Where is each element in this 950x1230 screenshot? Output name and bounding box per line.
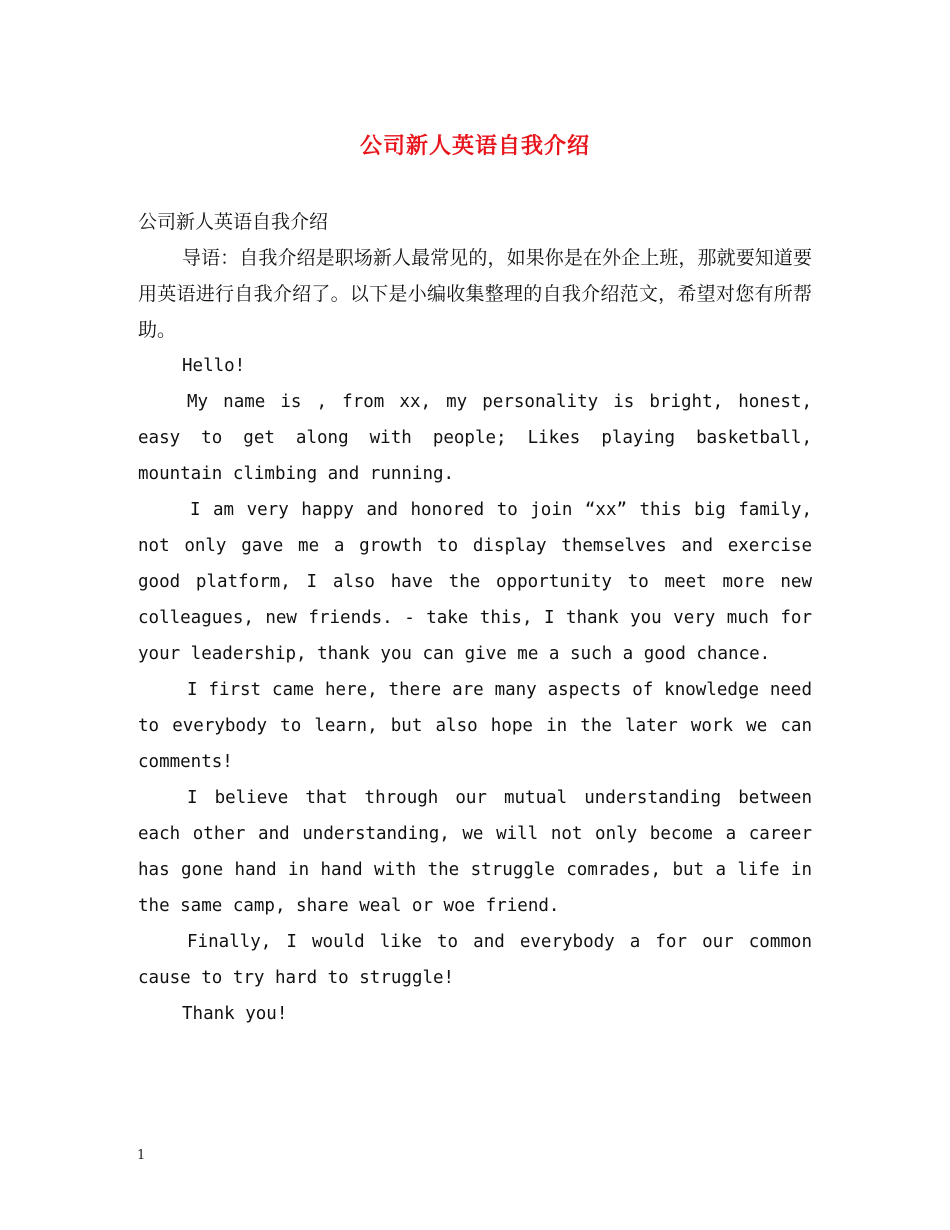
intro-paragraph: 导语：自我介绍是职场新人最常见的，如果你是在外企上班，那就要知道要用英语进行自我介绍了。以下是小编收集整理的自我介绍范文，希望对您有所帮助。 (138, 247, 812, 341)
paragraph-2: I am very happy and honored to join “xx” this big family, not only gave me a growth to display themselves and exercise good platform, I also have the opportunity to meet more new colleagues, new friends. - take this, I thank you very much for your leadership, thank you can give me a such a good chance. (138, 500, 812, 664)
paragraph-4: I believe that through our mutual understanding between each other and understanding, we will not only become a career has gone hand in hand with the struggle comrades, but a life in the same camp, share weal or woe friend. (138, 788, 812, 916)
document-title: 公司新人英语自我介绍 (359, 133, 590, 159)
page-number: 1 (137, 1148, 146, 1163)
paragraph-3: I first came here, there are many aspects of knowledge need to everybody to learn, but also hope in the later work we can comments! (138, 680, 812, 772)
subtitle: 公司新人英语自我介绍 (138, 211, 329, 233)
paragraph-5: Finally, I would like to and everybody a for our common cause to try hard to struggle! (138, 932, 812, 988)
paragraph-1: My name is , from xx, my personality is bright, honest, easy to get along with people; Likes playing basketball, mountain climbing and running. (138, 392, 812, 484)
closing: Thank you! (182, 1004, 288, 1024)
document-body (138, 204, 812, 1032)
greeting: Hello! (182, 356, 246, 376)
